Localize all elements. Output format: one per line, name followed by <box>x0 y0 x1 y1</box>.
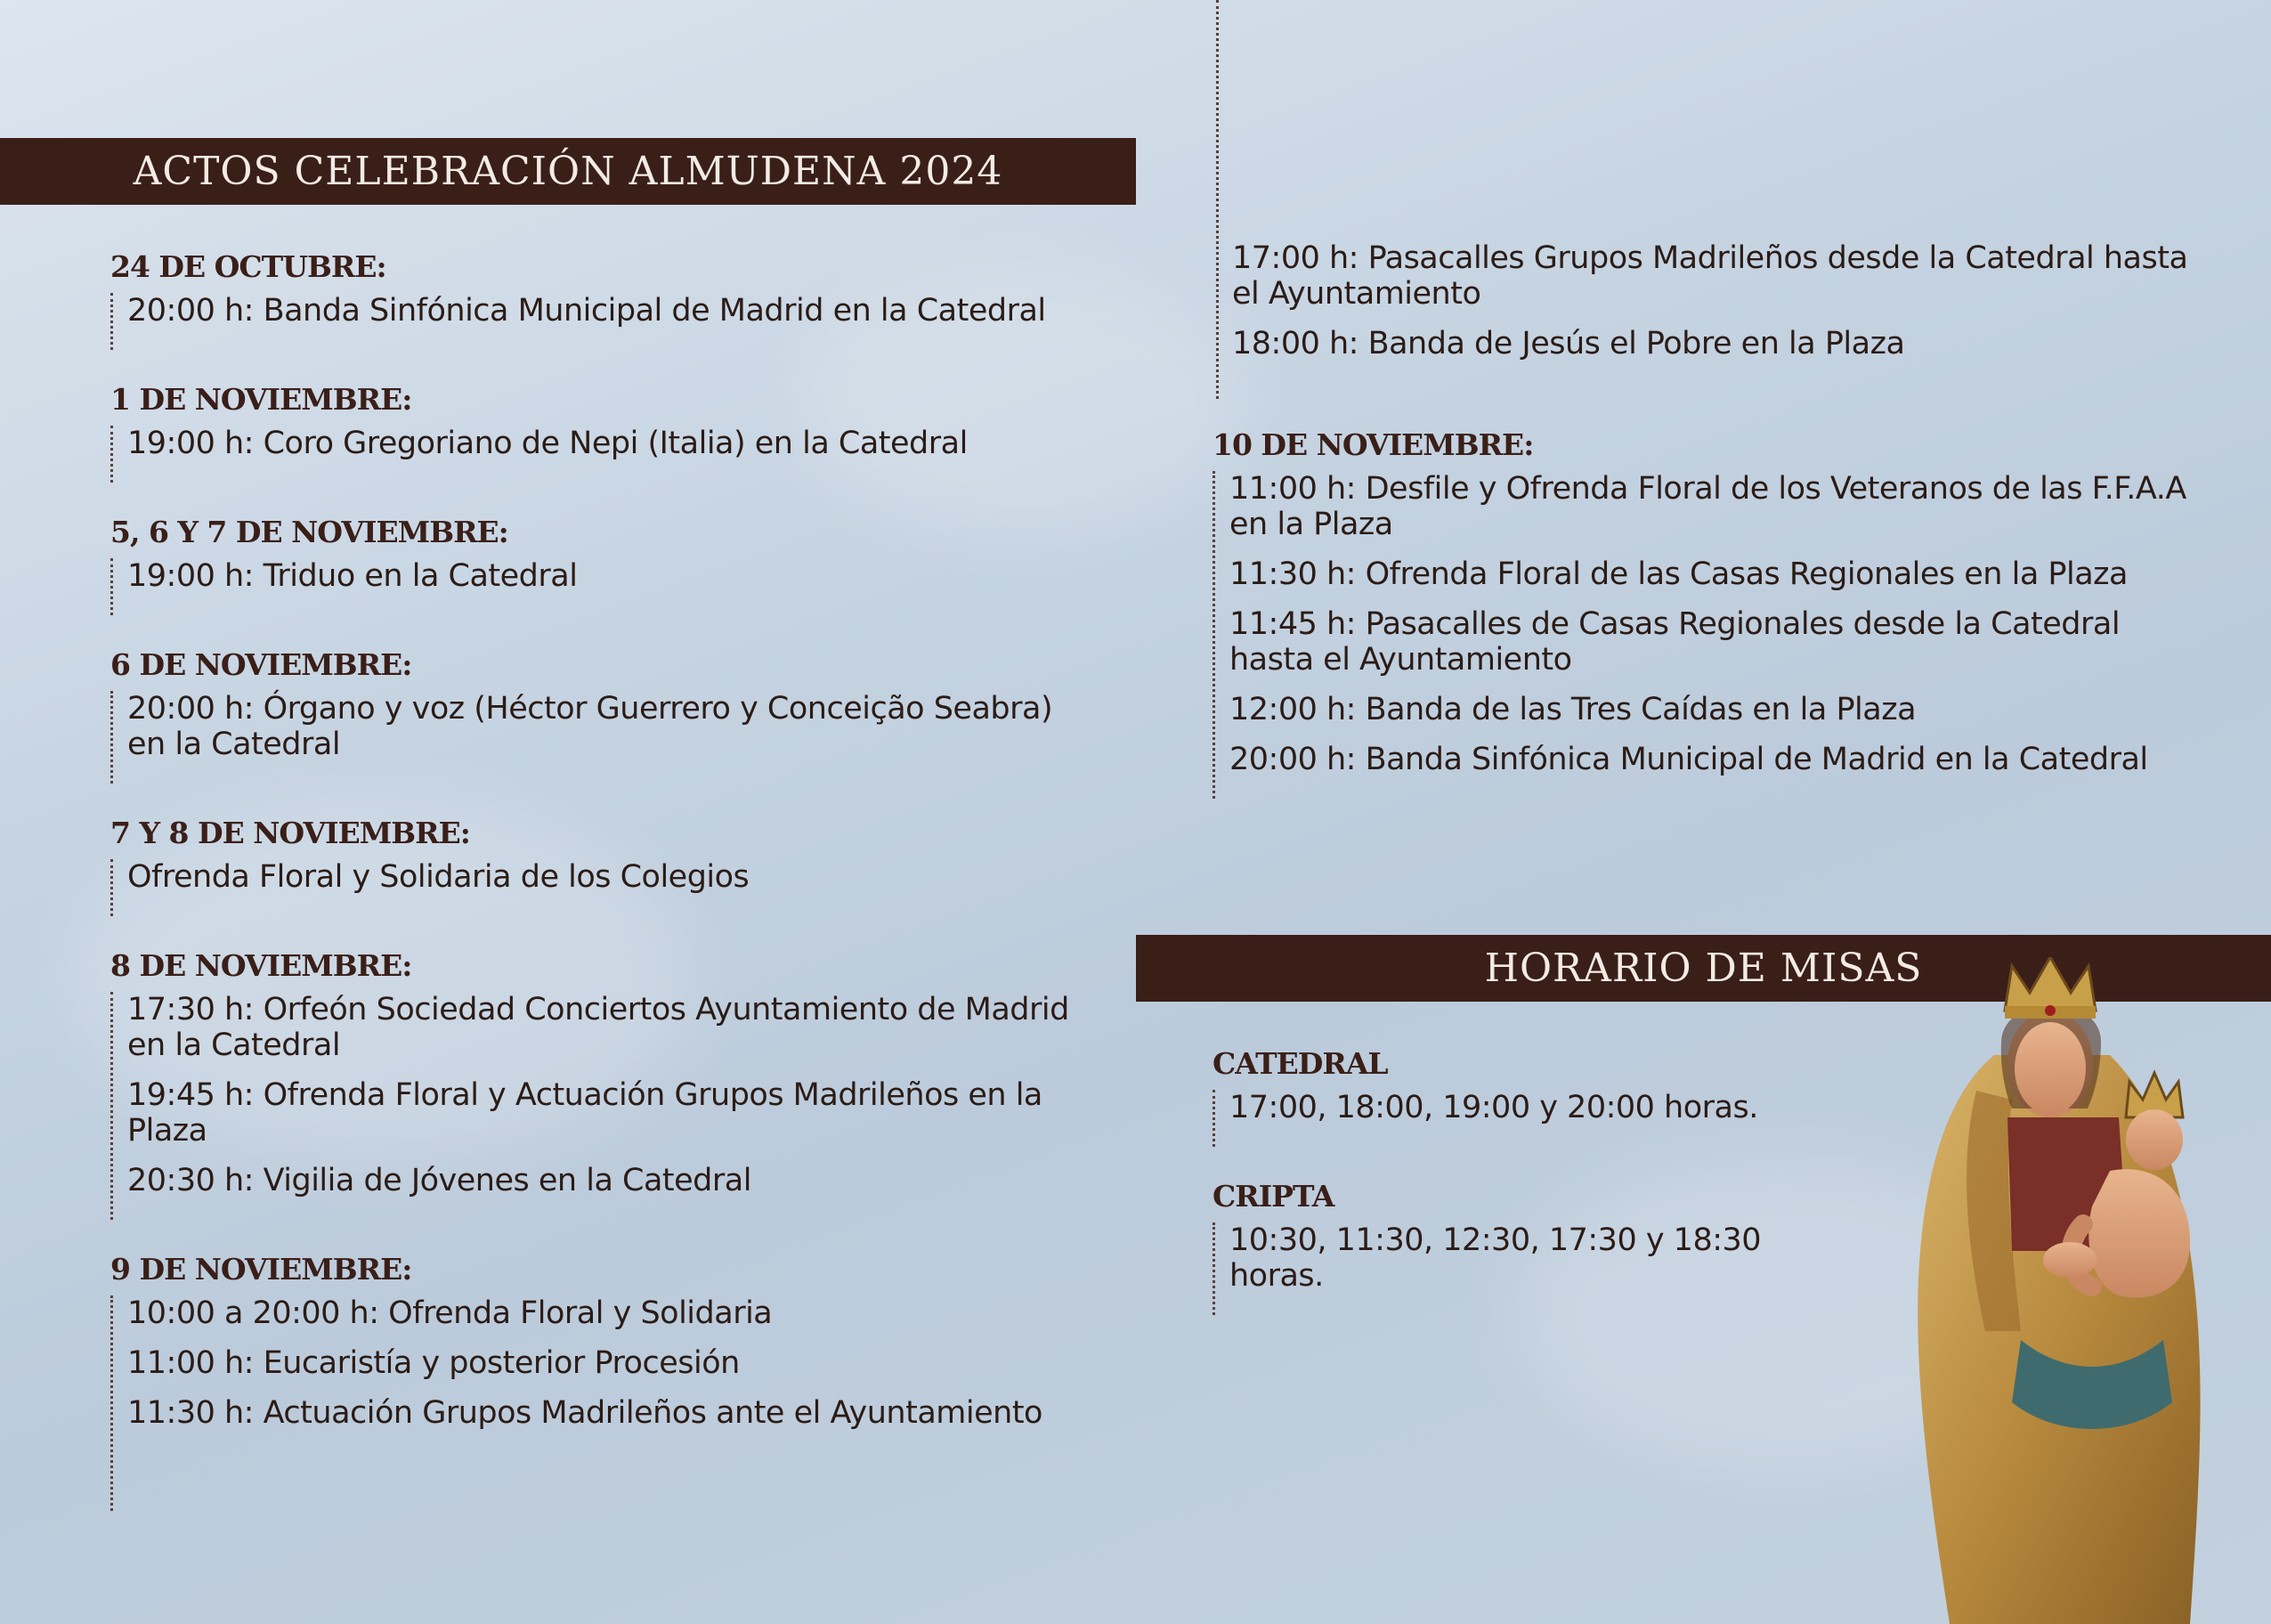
day-title: 8 DE NOVIEMBRE: <box>110 948 412 983</box>
program-left-column <box>110 249 1072 1511</box>
day-title: 6 DE NOVIEMBRE: <box>110 647 412 682</box>
event-item: 20:00 h: Banda Sinfónica Municipal de Madrid en la Catedral <box>1229 742 2148 777</box>
program-header <box>0 138 1136 205</box>
day-block <box>110 647 1072 784</box>
event-item: 18:00 h: Banda de Jesús el Pobre en la Plaza <box>1232 326 1905 361</box>
event-item: 19:45 h: Ofrenda Floral y Actuación Grupos Madrileños en la Plaza <box>127 1077 1042 1149</box>
day-items <box>110 992 1072 1220</box>
event-item: 11:00 h: Eucaristía y posterior Procesión <box>127 1345 740 1381</box>
day-title: 9 DE NOVIEMBRE: <box>110 1252 412 1287</box>
masses-column <box>1213 1046 1836 1347</box>
day-items <box>110 1295 1072 1511</box>
event-item: 17:30 h: Orfeón Sociedad Conciertos Ayuntamiento de Madrid en la Catedral <box>127 992 1069 1063</box>
day-block <box>1213 427 2192 799</box>
event-item: 20:00 h: Banda Sinfónica Municipal de Madrid en la Catedral <box>127 293 1046 329</box>
mass-times <box>1213 1222 1836 1315</box>
mass-block <box>1213 1046 1836 1147</box>
mass-time-item: 17:00, 18:00, 19:00 y 20:00 horas. <box>1229 1090 1758 1125</box>
mass-time-item: 10:30, 11:30, 12:30, 17:30 y 18:30 horas. <box>1229 1222 1762 1294</box>
day-block <box>110 816 1072 916</box>
day-block <box>110 249 1072 350</box>
program-right-column <box>1213 240 2192 831</box>
day-block <box>110 948 1072 1220</box>
virgin-and-child-statue <box>1887 957 2226 1624</box>
day-title: 1 DE NOVIEMBRE: <box>110 382 412 417</box>
event-item: Ofrenda Floral y Solidaria de los Colegios <box>127 859 750 895</box>
mass-location: CRIPTA <box>1213 1179 1334 1214</box>
mass-times <box>1213 1090 1836 1147</box>
event-item: 10:00 a 20:00 h: Ofrenda Floral y Solidaria <box>127 1295 773 1331</box>
program-title: ACTOS CELEBRACIÓN ALMUDENA 2024 <box>133 149 1003 194</box>
day-block <box>110 382 1072 483</box>
day-title: 24 DE OCTUBRE: <box>110 249 386 284</box>
day-title: 7 Y 8 DE NOVIEMBRE: <box>110 816 470 850</box>
day-items <box>110 293 1072 350</box>
event-item: 17:00 h: Pasacalles Grupos Madrileños desde la Catedral hasta el Ayuntamiento <box>1232 240 2188 312</box>
event-item: 11:45 h: Pasacalles de Casas Regionales desde la Catedral hasta el Ayuntamiento <box>1229 606 2121 678</box>
mass-block <box>1213 1179 1836 1315</box>
day-items <box>110 691 1072 784</box>
continued-items <box>1213 240 2192 383</box>
event-item: 11:30 h: Ofrenda Floral de las Casas Regionales en la Plaza <box>1229 556 2128 592</box>
day-block <box>110 1252 1072 1511</box>
day-items <box>1213 471 2192 799</box>
event-item: 20:00 h: Órgano y voz (Héctor Guerrero y Conceição Seabra) en la Catedral <box>127 691 1053 762</box>
event-item: 19:00 h: Coro Gregoriano de Nepi (Italia) en la Catedral <box>127 426 968 461</box>
event-item: 20:30 h: Vigilia de Jóvenes en la Catedral <box>127 1163 751 1198</box>
day-items <box>110 558 1072 615</box>
day-title: 10 DE NOVIEMBRE: <box>1213 427 1534 462</box>
day-title: 5, 6 Y 7 DE NOVIEMBRE: <box>110 515 508 549</box>
event-item: 11:30 h: Actuación Grupos Madrileños ante el Ayuntamiento <box>127 1395 1042 1431</box>
event-item: 19:00 h: Triduo en la Catedral <box>127 558 578 594</box>
mass-location: CATEDRAL <box>1213 1046 1388 1081</box>
day-block <box>110 515 1072 615</box>
masses-title: HORARIO DE MISAS <box>1484 946 1923 991</box>
event-item: 12:00 h: Banda de las Tres Caídas en la Plaza <box>1229 692 1917 727</box>
day-items <box>110 859 1072 916</box>
event-item: 11:00 h: Desfile y Ofrenda Floral de los Veteranos de las F.F.A.A en la Plaza <box>1229 471 2186 542</box>
day-items <box>110 426 1072 483</box>
